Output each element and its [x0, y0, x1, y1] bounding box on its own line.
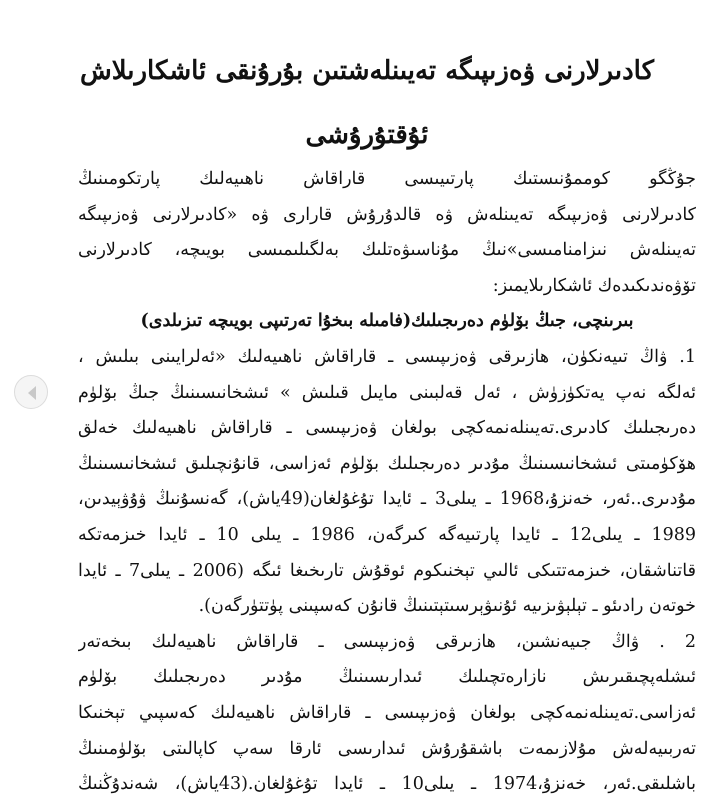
text-line: 1. ۋاڭ تىيەنكۈن، ھازىرقى ۋەزىپىسى ـ قاراقاش ناھىيەلىك «ئەلرايىنى بىلىش ، [78, 346, 696, 367]
text-line: خوتەن رادىئو ـ تېلېۋىزىيە ئۇنىۋېرسىتېتىنىڭ قانۇن كەسپىنى پۈتتۈرگەن). [198, 596, 696, 617]
text-line: ھۆكۈمىتى ئىشخانىسىنىڭ مۇدىر دەرىجىلىك بۆلۈم ئەزاسى، قانۇنچىلىق ئىشخانىسىنىڭ [78, 453, 696, 474]
chevron-left-icon [24, 384, 40, 402]
text-line: قاتناشقان، خىزمەتتىكى ئالىي تېخنىكوم ئوقۇش تارىخىغا ئىگە (2006 ـ يىلى7 ـ ئايدا [78, 560, 696, 581]
text-line: كادىرلارنى ۋەزىپىگە تەيىنلەش ۋە قالدۇرۇش قارارى ۋە «كادىرلارنى ۋەزىپىگە [78, 204, 696, 225]
text-line: جۇڭگو كوممۇنىستىك پارتىيىسى قاراقاش ناھىيەلىك پارتكومىنىڭ [78, 169, 696, 189]
document-title-line2: ئۇقتۇرۇشى [305, 120, 429, 150]
text-line: ئەلگە نەپ يەتكۈزۈش ، ئەل قەلبىنى مايىل قىلىش » ئىشخانىسىنىڭ جىڭ بۆلۈم [78, 382, 696, 403]
text-line: مۇدىرى..ئەر، خەنزۇ،1968 ـ يىلى3 ـ ئايدا تۇغۇلغان(49ياش)، گەنسۇنىڭ ۋۇۋېيدىن، [78, 489, 696, 510]
document-body [78, 162, 696, 803]
text-line: ئىشلەپچىقىرىش نازارەتچىلىك ئىدارىسىنىڭ مۇدىر دەرىجىلىك بۆلۈم [78, 667, 696, 688]
document-title: كادىرلارنى ۋەزىپىگە تەيىنلەشتىن بۇرۇنقى ئاشكارىلاش [80, 56, 654, 86]
text-line: دەرىجىلىك كادىرى.تەيىنلەنمەكچى بولغان ۋەزىپىسى ـ قاراقاش ناھىيەلىك خەلق [78, 418, 696, 439]
text-line: 2 . ۋاڭ جىيەنشىن، ھازىرقى ۋەزىپىسى ـ قاراقاش ناھىيەلىك بىخەتەر [78, 631, 696, 652]
text-line: تەيىنلەش نىزامنامىسى»نىڭ مۇناسىۋەتلىك بەلگىلىمىسى بويىچە، كادىرلارنى [78, 240, 696, 261]
text-line: ئەزاسى.تەيىنلەنمەكچى بولغان ۋەزىپىسى ـ قاراقاش ناھىيەلىك كەسپىي تېخنىكا [78, 702, 696, 723]
text-line: تۆۋەندىكىدەك ئاشكارىلايمىز: [492, 275, 696, 296]
previous-page-button[interactable] [14, 375, 48, 409]
text-line: 1989 ـ يىلى12 ـ ئايدا پارتىيەگە كىرگەن، 1986 ـ يىلى 10 ـ ئايدا خىزمەتكە [78, 524, 696, 545]
text-line: تەربىيەلەش مۇلازىمەت باشقۇرۇش ئىدارىسى ئارقا سەپ كاپالىتى بۆلۈمىنىڭ [78, 738, 696, 759]
section-heading: بىرىنچى، جىڭ بۆلۈم دەرىجىلىك(فامىلە بىخۇا تەرتىپى بويىچە تىزىلدى) [140, 311, 634, 332]
text-line: باشلىقى.ئەر، خەنزۇ،1974 ـ يىلى10 ـ ئايدا تۇغۇلغان.(43ياش)، شەندۇڭنىڭ [78, 774, 696, 795]
